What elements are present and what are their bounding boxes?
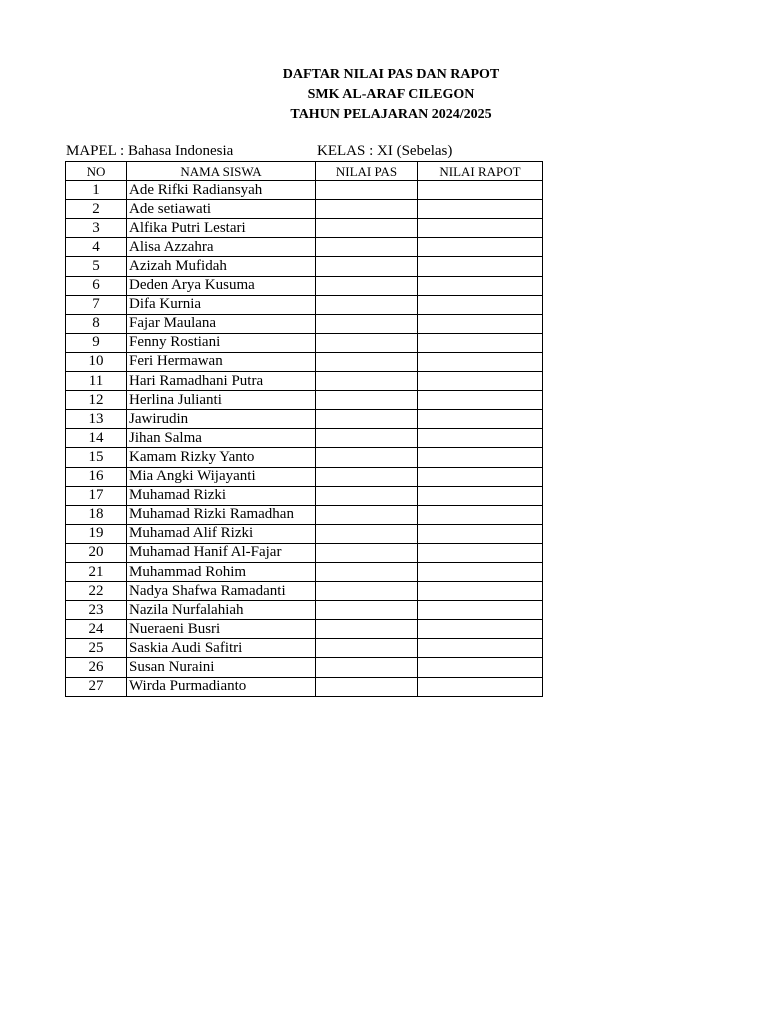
table-row: [66, 448, 543, 467]
cell-no: 12: [66, 391, 127, 410]
cell-nilai-rapot[interactable]: [418, 467, 543, 486]
cell-no: 24: [66, 620, 127, 639]
cell-student-name: Nadya Shafwa Ramadanti: [127, 582, 316, 601]
cell-nilai-pas[interactable]: [316, 276, 418, 295]
table-row: [66, 391, 543, 410]
cell-no: 22: [66, 582, 127, 601]
cell-nilai-rapot[interactable]: [418, 257, 543, 276]
cell-student-name: Feri Hermawan: [127, 352, 316, 371]
cell-no: 20: [66, 543, 127, 562]
cell-nilai-pas[interactable]: [316, 391, 418, 410]
cell-student-name: Ade setiawati: [127, 200, 316, 219]
cell-student-name: Alfika Putri Lestari: [127, 219, 316, 238]
cell-nilai-rapot[interactable]: [418, 391, 543, 410]
cell-nilai-pas[interactable]: [316, 314, 418, 333]
cell-nilai-rapot[interactable]: [418, 238, 543, 257]
cell-no: 14: [66, 429, 127, 448]
column-header-rapot: NILAI RAPOT: [418, 162, 543, 181]
column-header-no: NO: [66, 162, 127, 181]
grades-table: [65, 161, 543, 697]
cell-nilai-rapot[interactable]: [418, 658, 543, 677]
cell-student-name: Wirda Purmadianto: [127, 677, 316, 696]
table-row: [66, 276, 543, 295]
table-row: [66, 352, 543, 371]
cell-nilai-pas[interactable]: [316, 295, 418, 314]
cell-student-name: Muhamad Alif Rizki: [127, 524, 316, 543]
cell-nilai-rapot[interactable]: [418, 601, 543, 620]
cell-no: 23: [66, 601, 127, 620]
cell-nilai-rapot[interactable]: [418, 200, 543, 219]
cell-student-name: Susan Nuraini: [127, 658, 316, 677]
cell-student-name: Herlina Julianti: [127, 391, 316, 410]
cell-student-name: Muhamad Rizki Ramadhan: [127, 505, 316, 524]
cell-nilai-rapot[interactable]: [418, 448, 543, 467]
cell-student-name: Saskia Audi Safitri: [127, 639, 316, 658]
cell-nilai-pas[interactable]: [316, 677, 418, 696]
cell-nilai-rapot[interactable]: [418, 543, 543, 562]
cell-nilai-rapot[interactable]: [418, 582, 543, 601]
cell-nilai-pas[interactable]: [316, 410, 418, 429]
cell-student-name: Azizah Mufidah: [127, 257, 316, 276]
cell-no: 4: [66, 238, 127, 257]
cell-student-name: Muhammad Rohim: [127, 562, 316, 581]
cell-student-name: Nazila Nurfalahiah: [127, 601, 316, 620]
cell-nilai-rapot[interactable]: [418, 639, 543, 658]
cell-student-name: Jawirudin: [127, 410, 316, 429]
document-title: DAFTAR NILAI PAS DAN RAPOT: [282, 67, 500, 82]
cell-nilai-pas[interactable]: [316, 505, 418, 524]
table-row: [66, 639, 543, 658]
cell-no: 9: [66, 333, 127, 352]
cell-student-name: Muhamad Rizki: [127, 486, 316, 505]
table-row: [66, 333, 543, 352]
table-row: [66, 658, 543, 677]
cell-nilai-rapot[interactable]: [418, 486, 543, 505]
cell-nilai-rapot[interactable]: [418, 372, 543, 391]
academic-year: TAHUN PELAJARAN 2024/2025: [290, 107, 492, 122]
subject-label: MAPEL : Bahasa Indonesia: [66, 143, 234, 159]
cell-student-name: Deden Arya Kusuma: [127, 276, 316, 295]
cell-nilai-pas[interactable]: [316, 448, 418, 467]
cell-no: 11: [66, 372, 127, 391]
cell-no: 17: [66, 486, 127, 505]
table-row: [66, 505, 543, 524]
cell-no: 6: [66, 276, 127, 295]
cell-nilai-pas[interactable]: [316, 582, 418, 601]
cell-no: 13: [66, 410, 127, 429]
column-header-name: NAMA SISWA: [127, 162, 316, 181]
table-row: [66, 238, 543, 257]
class-label: KELAS : XI (Sebelas): [317, 143, 453, 159]
cell-student-name: Jihan Salma: [127, 429, 316, 448]
cell-nilai-pas[interactable]: [316, 200, 418, 219]
cell-nilai-rapot[interactable]: [418, 219, 543, 238]
cell-nilai-pas[interactable]: [316, 429, 418, 448]
cell-nilai-rapot[interactable]: [418, 352, 543, 371]
cell-no: 5: [66, 257, 127, 276]
cell-nilai-pas[interactable]: [316, 372, 418, 391]
cell-nilai-pas[interactable]: [316, 658, 418, 677]
cell-nilai-pas[interactable]: [316, 333, 418, 352]
table-row: [66, 200, 543, 219]
cell-no: 1: [66, 181, 127, 200]
cell-no: 27: [66, 677, 127, 696]
table-row: [66, 562, 543, 581]
cell-no: 16: [66, 467, 127, 486]
table-row: [66, 410, 543, 429]
cell-nilai-pas[interactable]: [316, 181, 418, 200]
cell-no: 25: [66, 639, 127, 658]
table-row: [66, 620, 543, 639]
cell-student-name: Fajar Maulana: [127, 314, 316, 333]
cell-no: 18: [66, 505, 127, 524]
cell-nilai-pas[interactable]: [316, 352, 418, 371]
cell-nilai-pas[interactable]: [316, 486, 418, 505]
table-header-row: [66, 162, 543, 181]
cell-nilai-pas[interactable]: [316, 219, 418, 238]
cell-no: 19: [66, 524, 127, 543]
cell-nilai-pas[interactable]: [316, 639, 418, 658]
cell-nilai-rapot[interactable]: [418, 276, 543, 295]
cell-nilai-rapot[interactable]: [418, 524, 543, 543]
cell-nilai-rapot[interactable]: [418, 181, 543, 200]
column-header-pas: NILAI PAS: [316, 162, 418, 181]
cell-no: 8: [66, 314, 127, 333]
cell-no: 3: [66, 219, 127, 238]
table-row: [66, 677, 543, 696]
cell-nilai-rapot[interactable]: [418, 295, 543, 314]
table-row: [66, 601, 543, 620]
cell-student-name: Mia Angki Wijayanti: [127, 467, 316, 486]
cell-nilai-rapot[interactable]: [418, 429, 543, 448]
cell-student-name: Nueraeni Busri: [127, 620, 316, 639]
cell-nilai-pas[interactable]: [316, 524, 418, 543]
cell-nilai-pas[interactable]: [316, 238, 418, 257]
cell-nilai-pas[interactable]: [316, 620, 418, 639]
cell-nilai-rapot[interactable]: [418, 410, 543, 429]
cell-student-name: Muhamad Hanif Al-Fajar: [127, 543, 316, 562]
cell-student-name: Fenny Rostiani: [127, 333, 316, 352]
table-row: [66, 429, 543, 448]
cell-no: 15: [66, 448, 127, 467]
cell-nilai-rapot[interactable]: [418, 505, 543, 524]
table-row: [66, 219, 543, 238]
cell-no: 21: [66, 562, 127, 581]
cell-nilai-rapot[interactable]: [418, 562, 543, 581]
cell-nilai-rapot[interactable]: [418, 314, 543, 333]
cell-no: 7: [66, 295, 127, 314]
table-row: [66, 295, 543, 314]
table-row: [66, 314, 543, 333]
table-row: [66, 486, 543, 505]
cell-no: 10: [66, 352, 127, 371]
cell-student-name: Difa Kurnia: [127, 295, 316, 314]
table-row: [66, 372, 543, 391]
cell-student-name: Ade Rifki Radiansyah: [127, 181, 316, 200]
table-row: [66, 181, 543, 200]
cell-nilai-pas[interactable]: [316, 543, 418, 562]
table-row: [66, 467, 543, 486]
cell-nilai-pas[interactable]: [316, 601, 418, 620]
cell-nilai-pas[interactable]: [316, 562, 418, 581]
cell-nilai-rapot[interactable]: [418, 333, 543, 352]
cell-nilai-pas[interactable]: [316, 467, 418, 486]
cell-student-name: Kamam Rizky Yanto: [127, 448, 316, 467]
cell-student-name: Hari Ramadhani Putra: [127, 372, 316, 391]
cell-no: 2: [66, 200, 127, 219]
cell-nilai-rapot[interactable]: [418, 620, 543, 639]
table-row: [66, 582, 543, 601]
cell-student-name: Alisa Azzahra: [127, 238, 316, 257]
table-row: [66, 524, 543, 543]
table-row: [66, 543, 543, 562]
table-row: [66, 257, 543, 276]
cell-nilai-pas[interactable]: [316, 257, 418, 276]
school-name: SMK AL-ARAF CILEGON: [307, 87, 475, 102]
cell-nilai-rapot[interactable]: [418, 677, 543, 696]
cell-no: 26: [66, 658, 127, 677]
